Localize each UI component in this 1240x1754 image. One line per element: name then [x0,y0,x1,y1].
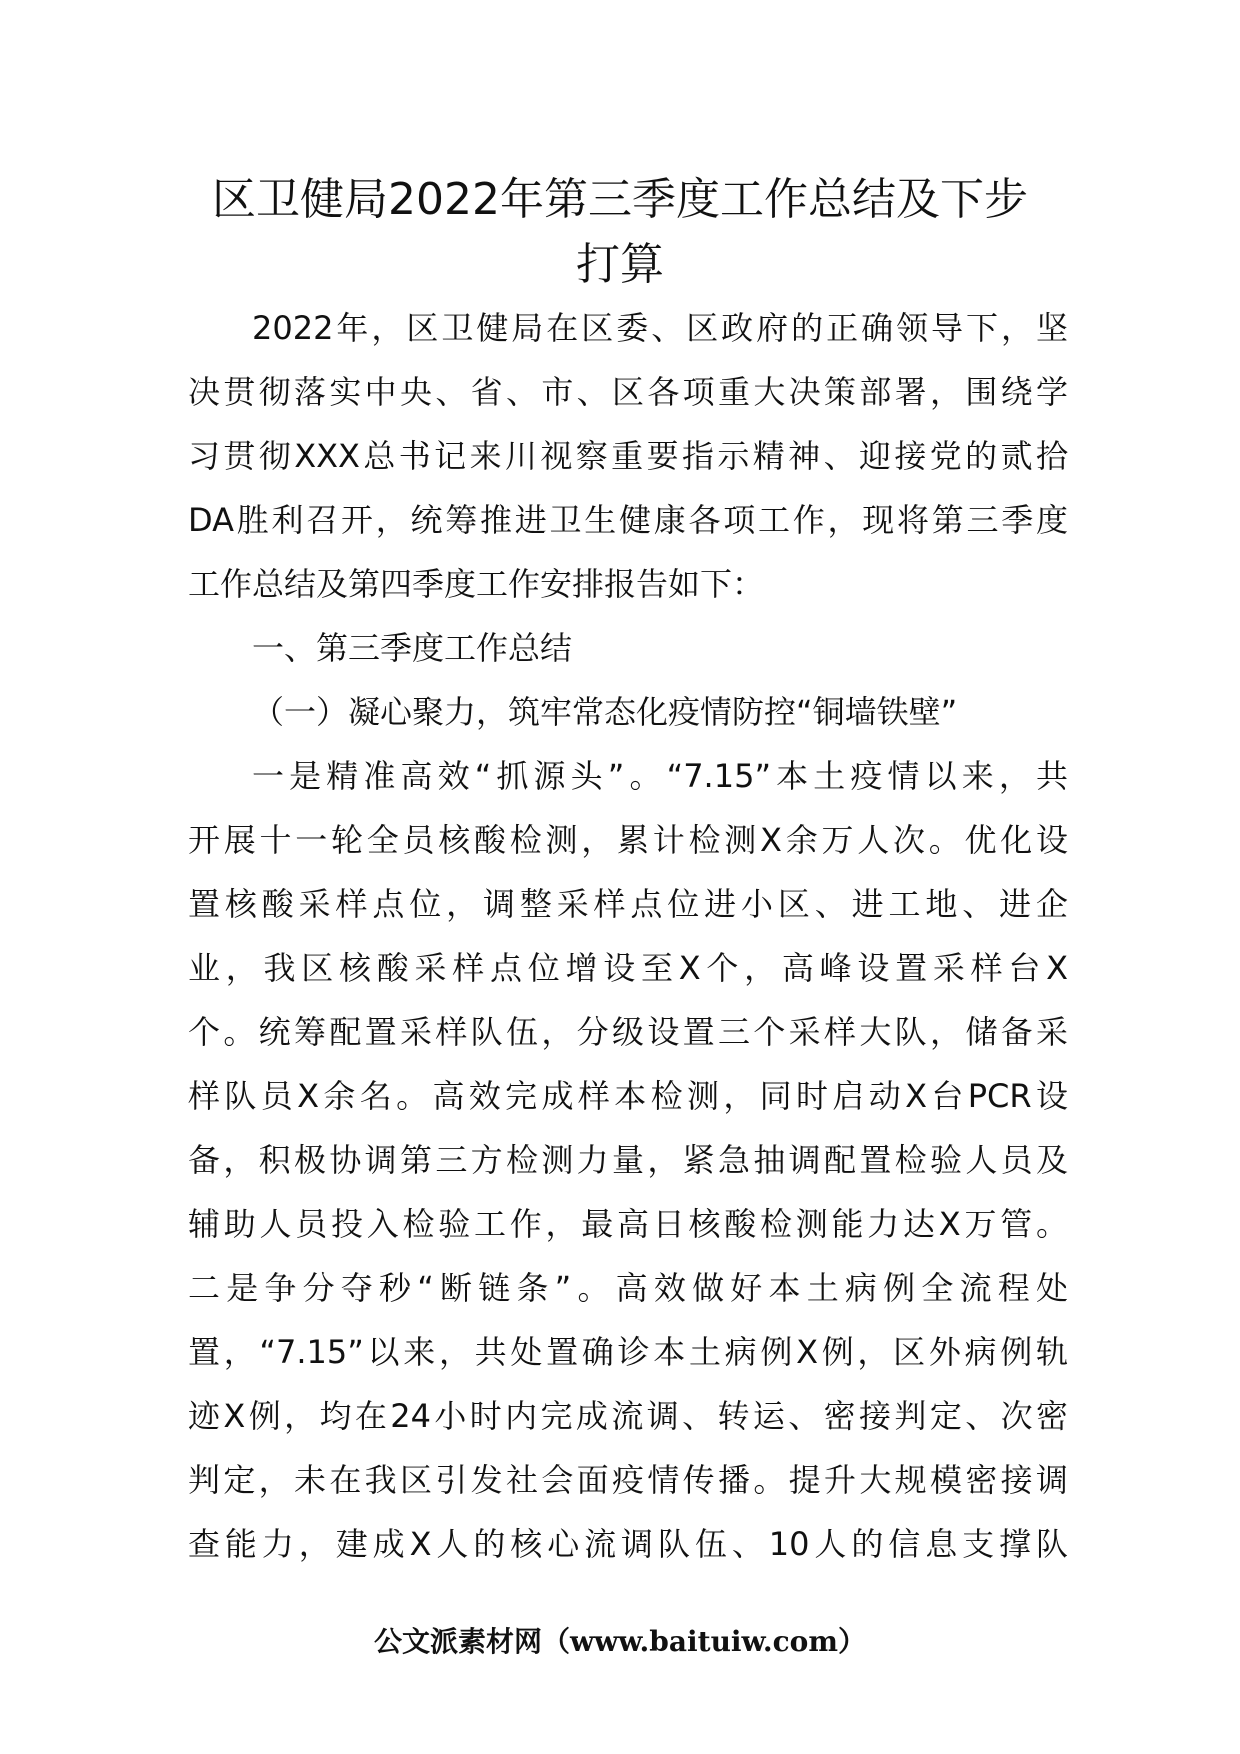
paragraph-2-line: 查能力，建成X人的核心流调队伍、10人的信息支撑队 [188,1525,1068,1563]
paragraph-2-line: 置核酸采样点位，调整采样点位进小区、进工地、进企 [188,885,1068,923]
document-body [188,296,1068,1576]
paragraph-1-line: 工作总结及第四季度工作安排报告如下： [188,565,765,603]
paragraph-1-line: 2022年，区卫健局在区委、区政府的正确领导下，坚 [252,309,1068,347]
paragraph-2-line: 置，“7.15”以来，共处置确诊本土病例X例，区外病例轨 [188,1333,1068,1371]
document-title-line-2: 打算 [576,239,664,290]
source-footer: 公文派素材网（www.baituiw.com） [374,1625,866,1658]
paragraph-2-line: 二是争分夺秒“断链条”。高效做好本土病例全流程处 [188,1269,1068,1307]
section-heading: 一、第三季度工作总结 [252,629,573,667]
paragraph-2-line: 备，积极协调第三方检测力量，紧急抽调配置检验人员及 [188,1141,1068,1179]
document-title-line-1: 区卫健局2022年第三季度工作总结及下步 [212,174,1028,225]
paragraph-1-line: 习贯彻XXX总书记来川视察重要指示精神、迎接党的贰拾 [188,437,1068,475]
paragraph-2-line: 判定，未在我区引发社会面疫情传播。提升大规模密接调 [188,1461,1068,1499]
paragraph-2-line: 样队员X余名。高效完成样本检测，同时启动X台PCR设 [188,1077,1068,1115]
paragraph-2-line: 个。统筹配置采样队伍，分级设置三个采样大队，储备采 [188,1013,1068,1051]
paragraph-1-line: DA胜利召开，统筹推进卫生健康各项工作，现将第三季度 [188,501,1068,539]
paragraph-2-line: 迹X例，均在24小时内完成流调、转运、密接判定、次密 [188,1397,1068,1435]
paragraph-2-line: 辅助人员投入检验工作，最高日核酸检测能力达X万管。 [188,1205,1068,1243]
paragraph-2-line: 业，我区核酸采样点位增设至X个，高峰设置采样台X [188,949,1068,987]
subsection-heading: （一）凝心聚力，筑牢常态化疫情防控“铜墙铁壁” [252,693,958,731]
paragraph-2-line: 开展十一轮全员核酸检测，累计检测X余万人次。优化设 [188,821,1068,859]
paragraph-1-line: 决贯彻落实中央、省、市、区各项重大决策部署，围绕学 [188,373,1068,411]
paragraph-2-line: 一是精准高效“抓源头”。“7.15”本土疫情以来，共 [252,757,1068,795]
